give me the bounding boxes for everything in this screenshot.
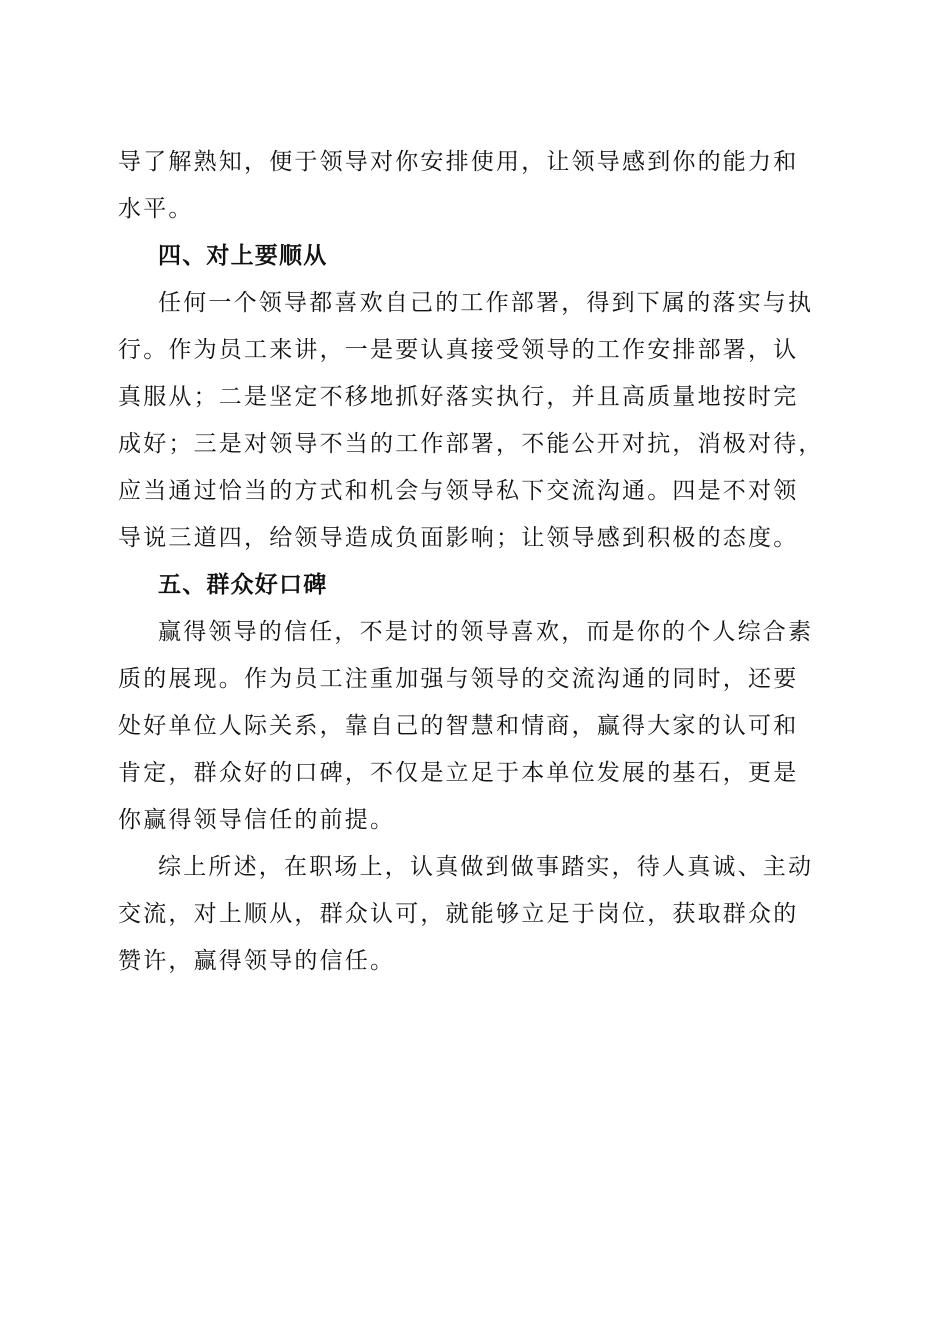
paragraph-line: 交流，对上顺从，群众认可，就能够立足于岗位，获取群众的 [118,901,799,927]
paragraph-line: 导说三道四，给领导造成负面影响；让领导感到积极的态度。 [118,525,799,551]
paragraph-line: 真服从；二是坚定不移地抓好落实执行，并且高质量地按时完 [118,384,799,410]
paragraph-line: 赢得领导的信任，不是讨的领导喜欢，而是你的个人综合素 [158,619,814,645]
paragraph-line: 水平。 [118,196,194,222]
paragraph-line: 赞许，赢得领导的信任。 [118,948,396,974]
paragraph-line: 成好；三是对领导不当的工作部署，不能公开对抗，消极对待， [118,431,824,457]
section-heading-4: 四、对上要顺从 [158,243,328,269]
paragraph-line: 导了解熟知，便于领导对你安排使用，让领导感到你的能力和 [118,149,799,175]
paragraph-line: 处好单位人际关系，靠自己的智慧和情商，赢得大家的认可和 [118,713,799,739]
paragraph-line: 肯定，群众好的口碑，不仅是立足于本单位发展的基石，更是 [118,760,799,786]
document-body [118,139,830,985]
paragraph-line: 综上所述，在职场上，认真做到做事踏实，待人真诚、主动 [158,854,814,880]
paragraph-line: 你赢得领导信任的前提。 [118,807,396,833]
section-heading-5: 五、群众好口碑 [158,572,328,598]
paragraph-line: 行。作为员工来讲，一是要认真接受领导的工作安排部署，认 [118,337,799,363]
paragraph-line: 质的展现。作为员工注重加强与领导的交流沟通的同时，还要 [118,666,799,692]
paragraph-line: 应当通过恰当的方式和机会与领导私下交流沟通。四是不对领 [118,478,799,504]
paragraph-line: 任何一个领导都喜欢自己的工作部署，得到下属的落实与执 [158,290,814,316]
